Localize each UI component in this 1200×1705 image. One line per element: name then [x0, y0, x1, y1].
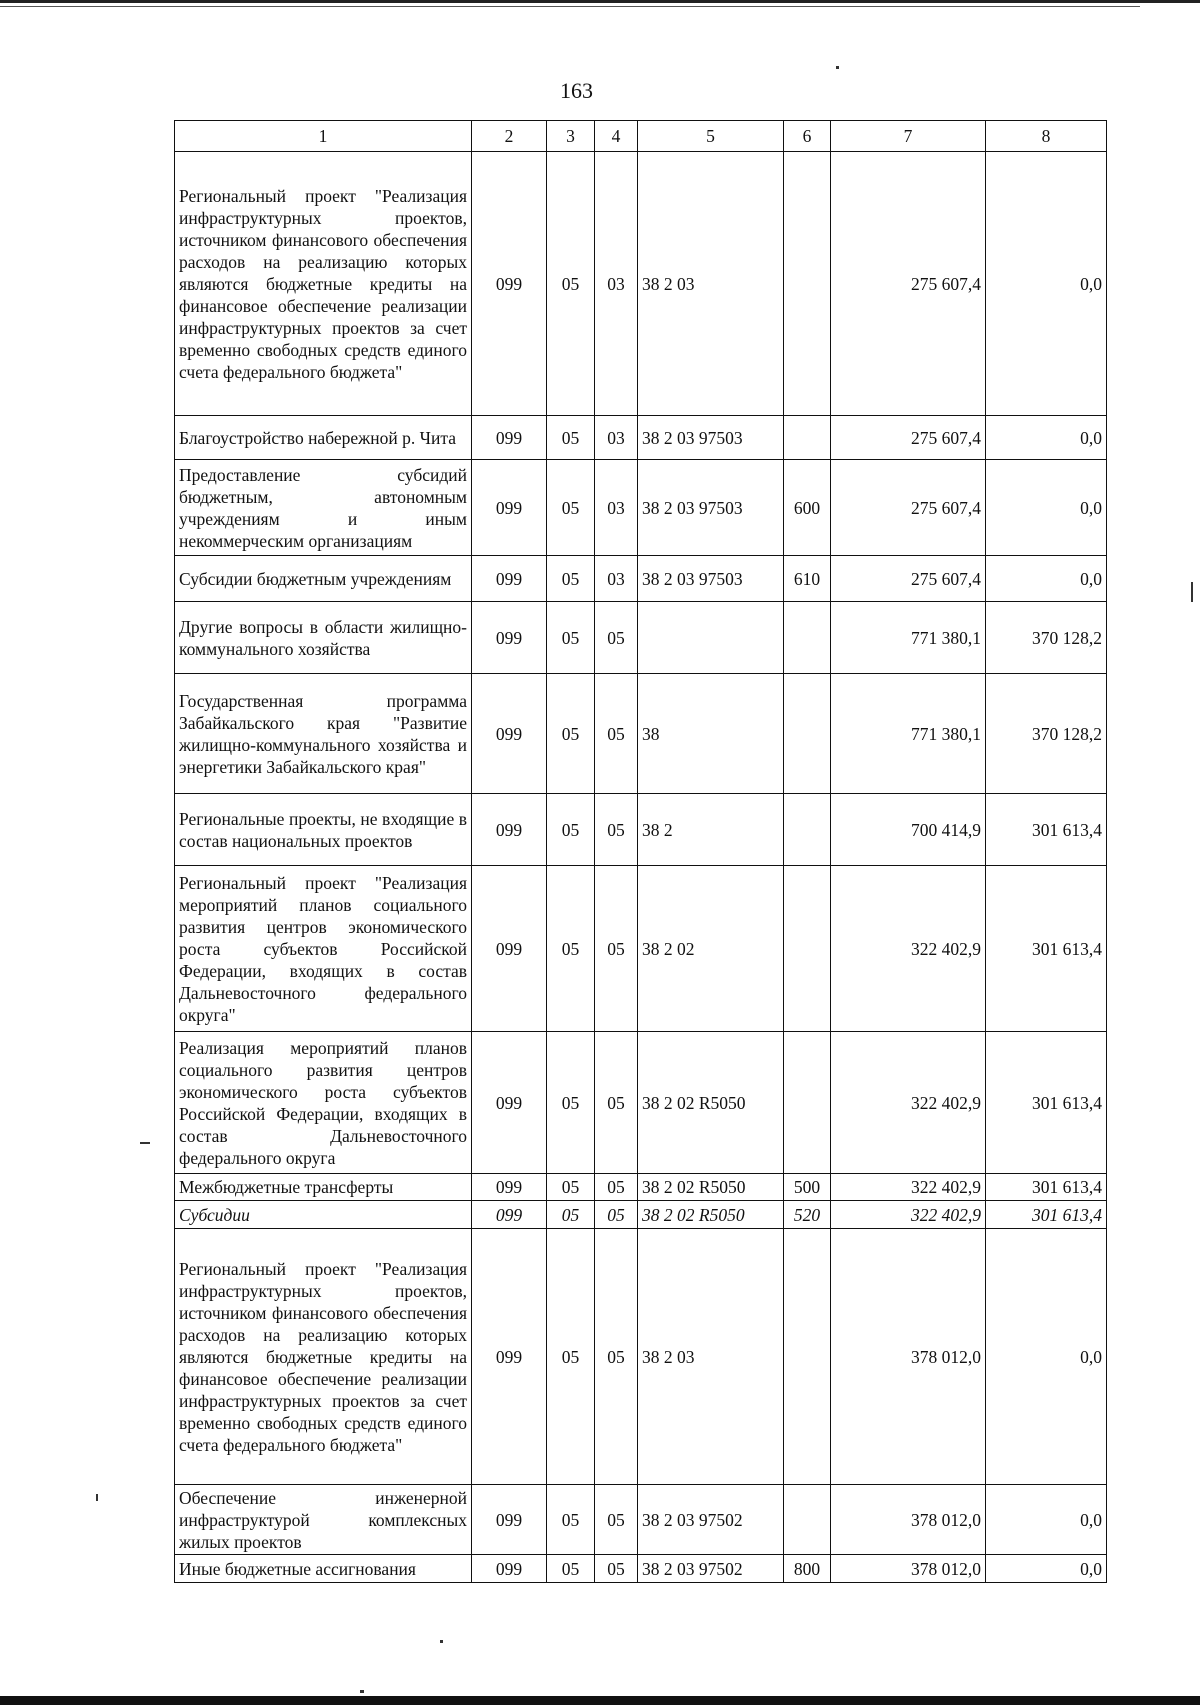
scan-top-line	[0, 6, 1140, 7]
scan-speck	[96, 1494, 98, 1501]
amount-column-8: 0,0	[986, 460, 1107, 556]
target-code	[638, 602, 784, 674]
expense-type-code	[784, 1032, 831, 1174]
amount-column-7: 275 607,4	[831, 416, 986, 460]
expense-type-code: 610	[784, 556, 831, 602]
row-name: Региональный проект "Реализация мероприятий планов социального развития центров экономического роста субъектов Российской Федерации, входящих в состав Дальневосточного федерального округа"	[175, 866, 472, 1032]
expense-type-code	[784, 416, 831, 460]
section-code: 05	[547, 1229, 595, 1485]
amount-column-7: 275 607,4	[831, 556, 986, 602]
ministry-code: 099	[472, 1485, 547, 1555]
expense-type-code: 520	[784, 1201, 831, 1229]
row-name: Региональный проект "Реализация инфраструктурных проектов, источником финансового обеспечения расходов на реализацию которых являются бюджетные кредиты на финансовое обеспечение реализации инфраструктурных проектов за счет временно свободных средств единого счета федерального бюджета"	[175, 1229, 472, 1485]
amount-column-8: 0,0	[986, 1229, 1107, 1485]
table-row	[175, 794, 1107, 866]
expense-type-code	[784, 866, 831, 1032]
table-row	[175, 866, 1107, 1032]
row-name: Субсидии бюджетным учреждениям	[175, 556, 472, 602]
expense-type-code: 600	[784, 460, 831, 556]
section-code: 05	[547, 152, 595, 416]
row-name: Субсидии	[175, 1201, 472, 1229]
section-code: 05	[547, 1485, 595, 1555]
subsection-code: 05	[595, 866, 638, 1032]
table-row	[175, 1201, 1107, 1229]
amount-column-8: 370 128,2	[986, 674, 1107, 794]
amount-column-7: 700 414,9	[831, 794, 986, 866]
scan-speck	[360, 1690, 364, 1693]
page-number: 163	[560, 78, 593, 103]
amount-column-7: 322 402,9	[831, 1201, 986, 1229]
section-code: 05	[547, 1174, 595, 1201]
section-code: 05	[547, 602, 595, 674]
amount-column-8: 0,0	[986, 556, 1107, 602]
amount-column-8: 0,0	[986, 416, 1107, 460]
expense-type-code	[784, 1485, 831, 1555]
target-code: 38 2 03 97502	[638, 1485, 784, 1555]
table-row	[175, 1174, 1107, 1201]
target-code: 38 2 02 R5050	[638, 1174, 784, 1201]
target-code: 38 2 03 97503	[638, 416, 784, 460]
subsection-code: 03	[595, 460, 638, 556]
target-code: 38 2 03 97502	[638, 1555, 784, 1583]
row-name: Региональный проект "Реализация инфраструктурных проектов, источником финансового обеспечения расходов на реализацию которых являются бюджетные кредиты на финансовое обеспечение реализации инфраструктурных проектов за счет временно свободных средств единого счета федерального бюджета"	[175, 152, 472, 416]
ministry-code: 099	[472, 152, 547, 416]
amount-column-8: 0,0	[986, 152, 1107, 416]
ministry-code: 099	[472, 1201, 547, 1229]
amount-column-8: 0,0	[986, 1555, 1107, 1583]
row-name: Обеспечение инженерной инфраструктурой комплексных жилых проектов	[175, 1485, 472, 1555]
amount-column-7: 378 012,0	[831, 1485, 986, 1555]
expense-type-code	[784, 674, 831, 794]
target-code: 38 2	[638, 794, 784, 866]
ministry-code: 099	[472, 602, 547, 674]
row-name: Реализация мероприятий планов социального развития центров экономического роста субъектов Российской Федерации, входящих в состав Дальневосточного федерального округа	[175, 1032, 472, 1174]
amount-column-7: 378 012,0	[831, 1229, 986, 1485]
target-code: 38	[638, 674, 784, 794]
row-name: Межбюджетные трансферты	[175, 1174, 472, 1201]
amount-column-7: 322 402,9	[831, 1174, 986, 1201]
column-header: 6	[784, 121, 831, 152]
column-header: 1	[175, 121, 472, 152]
column-header: 7	[831, 121, 986, 152]
section-code: 05	[547, 1201, 595, 1229]
table-row	[175, 1485, 1107, 1555]
row-name: Предоставление субсидий бюджетным, автономным учреждениям и иным некоммерческим организациям	[175, 460, 472, 556]
column-header: 4	[595, 121, 638, 152]
amount-column-7: 275 607,4	[831, 460, 986, 556]
amount-column-8: 301 613,4	[986, 1201, 1107, 1229]
ministry-code: 099	[472, 1229, 547, 1485]
section-code: 05	[547, 794, 595, 866]
amount-column-8: 301 613,4	[986, 1174, 1107, 1201]
ministry-code: 099	[472, 866, 547, 1032]
subsection-code: 05	[595, 1485, 638, 1555]
column-header: 2	[472, 121, 547, 152]
scan-speck	[140, 1142, 150, 1144]
section-code: 05	[547, 674, 595, 794]
scan-speck	[836, 66, 839, 69]
subsection-code: 05	[595, 1174, 638, 1201]
expense-type-code	[784, 1229, 831, 1485]
table-row	[175, 556, 1107, 602]
ministry-code: 099	[472, 1174, 547, 1201]
section-code: 05	[547, 1555, 595, 1583]
row-name: Иные бюджетные ассигнования	[175, 1555, 472, 1583]
subsection-code: 05	[595, 1032, 638, 1174]
row-name: Благоустройство набережной р. Чита	[175, 416, 472, 460]
amount-column-7: 771 380,1	[831, 674, 986, 794]
amount-column-8: 301 613,4	[986, 1032, 1107, 1174]
subsection-code: 05	[595, 602, 638, 674]
section-code: 05	[547, 866, 595, 1032]
ministry-code: 099	[472, 556, 547, 602]
target-code: 38 2 03 97503	[638, 556, 784, 602]
table-header-row	[175, 121, 1107, 152]
ministry-code: 099	[472, 1555, 547, 1583]
row-name: Региональные проекты, не входящие в состав национальных проектов	[175, 794, 472, 866]
ministry-code: 099	[472, 460, 547, 556]
target-code: 38 2 03 97503	[638, 460, 784, 556]
subsection-code: 05	[595, 794, 638, 866]
scan-bottom-edge	[0, 1696, 1200, 1705]
section-code: 05	[547, 416, 595, 460]
expense-type-code	[784, 152, 831, 416]
subsection-code: 05	[595, 1229, 638, 1485]
target-code: 38 2 02 R5050	[638, 1032, 784, 1174]
subsection-code: 03	[595, 416, 638, 460]
expense-type-code: 800	[784, 1555, 831, 1583]
scan-speck	[1191, 582, 1193, 602]
amount-column-8: 301 613,4	[986, 794, 1107, 866]
expense-type-code	[784, 602, 831, 674]
table-row	[175, 1229, 1107, 1485]
amount-column-7: 275 607,4	[831, 152, 986, 416]
section-code: 05	[547, 1032, 595, 1174]
row-name: Другие вопросы в области жилищно-коммунального хозяйства	[175, 602, 472, 674]
table-row	[175, 1032, 1107, 1174]
amount-column-7: 771 380,1	[831, 602, 986, 674]
target-code: 38 2 02 R5050	[638, 1201, 784, 1229]
column-header: 5	[638, 121, 784, 152]
table-row	[175, 674, 1107, 794]
subsection-code: 03	[595, 556, 638, 602]
ministry-code: 099	[472, 674, 547, 794]
table-row	[175, 152, 1107, 416]
table-row	[175, 416, 1107, 460]
row-name: Государственная программа Забайкальского края "Развитие жилищно-коммунального хозяйства и энергетики Забайкальского края"	[175, 674, 472, 794]
amount-column-7: 322 402,9	[831, 866, 986, 1032]
target-code: 38 2 03	[638, 1229, 784, 1485]
target-code: 38 2 02	[638, 866, 784, 1032]
subsection-code: 05	[595, 674, 638, 794]
amount-column-8: 0,0	[986, 1485, 1107, 1555]
table-row	[175, 460, 1107, 556]
amount-column-7: 378 012,0	[831, 1555, 986, 1583]
section-code: 05	[547, 556, 595, 602]
amount-column-8: 370 128,2	[986, 602, 1107, 674]
amount-column-7: 322 402,9	[831, 1032, 986, 1174]
scan-top-edge	[0, 0, 1200, 3]
subsection-code: 05	[595, 1555, 638, 1583]
table-row	[175, 602, 1107, 674]
section-code: 05	[547, 460, 595, 556]
scan-speck	[440, 1640, 443, 1643]
column-header: 8	[986, 121, 1107, 152]
expense-type-code: 500	[784, 1174, 831, 1201]
subsection-code: 05	[595, 1201, 638, 1229]
budget-table	[174, 120, 1107, 1583]
subsection-code: 03	[595, 152, 638, 416]
column-header: 3	[547, 121, 595, 152]
ministry-code: 099	[472, 794, 547, 866]
ministry-code: 099	[472, 416, 547, 460]
target-code: 38 2 03	[638, 152, 784, 416]
table-row	[175, 1555, 1107, 1583]
expense-type-code	[784, 794, 831, 866]
amount-column-8: 301 613,4	[986, 866, 1107, 1032]
ministry-code: 099	[472, 1032, 547, 1174]
